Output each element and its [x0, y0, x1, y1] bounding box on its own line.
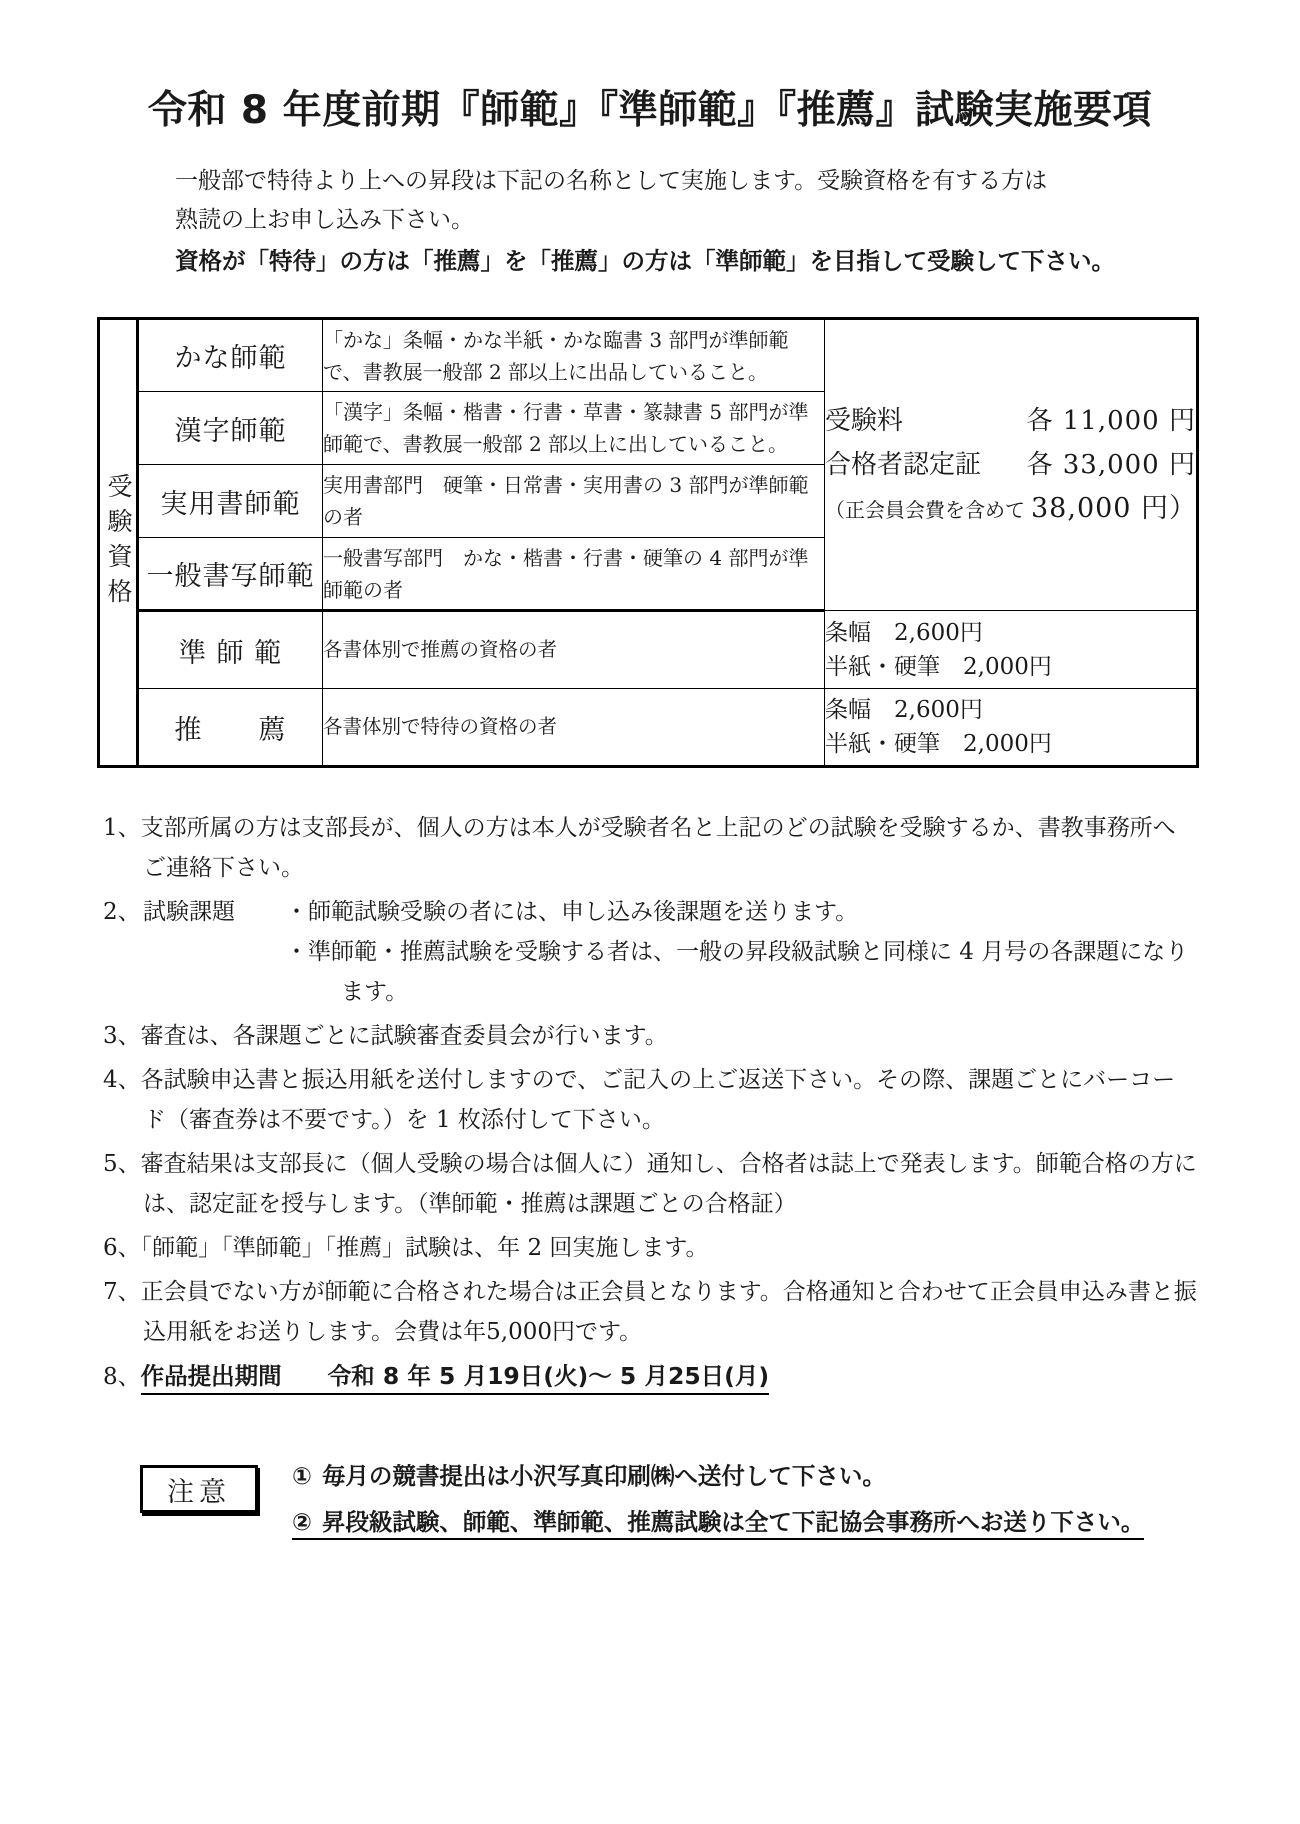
- exam-label: 準 師 範: [138, 611, 323, 689]
- note-item-3: [103, 1016, 1197, 1056]
- note-text: 「師範」「準師範」「推薦」試験は、年 2 回実施します。: [140, 1235, 709, 1261]
- note-text: 正会員でない方が師範に合格された場合は正会員となります。合格通知と合わせて正会員申込み書と振込用紙をお送りします。会費は年5,000円です。: [140, 1279, 1197, 1345]
- note-text: 審査は、各課題ごとに試験審査委員会が行います。: [140, 1023, 668, 1049]
- exam-description: 一般書写部門 かな・楷書・行書・硬筆の 4 部門が準師範の者: [323, 538, 825, 611]
- table-row: [99, 319, 1198, 392]
- intro-line-3-bold: 資格が「特待」の方は「推薦」を「推薦」の方は「準師範」を目指して受験して下さい。: [175, 247, 1115, 275]
- fee-line-3: [825, 487, 1196, 532]
- note-2-bullets: [285, 892, 1197, 1012]
- note-2-bullet-2: ・準師範・推薦試験を受験する者は、一般の昇段級試験と同様に 4 月号の各課題になります。: [285, 939, 1189, 1005]
- exam-description: 「漢字」条幅・楷書・行書・草書・篆隷書 5 部門が準師範で、書教展一般部 2 部以上に出していること。: [323, 392, 825, 465]
- intro-line-2: 熟読の上お申し込み下さい。: [175, 207, 474, 233]
- submission-period-date: 令和 8 年 5 月19日(火)～ 5 月25日(月): [327, 1362, 770, 1390]
- note-text: 支部所属の方は支部長が、個人の方は本人が受験者名と上記のどの試験を受験するか、書教事務所へご連絡下さい。: [140, 815, 1176, 881]
- circled-1-marker: ①: [292, 1462, 312, 1490]
- note-2-label: 試験課題: [143, 899, 235, 925]
- note-item-6: [103, 1228, 1197, 1268]
- note-item-5: [103, 1144, 1197, 1224]
- fee-line-1: [825, 399, 1196, 443]
- notice-box-label: 注意: [140, 1465, 258, 1513]
- submission-period-label: 作品提出期間: [140, 1362, 282, 1390]
- exam-label: 推 薦: [138, 689, 323, 767]
- note-number: 5、: [103, 1151, 141, 1177]
- note-number: 8、: [103, 1364, 141, 1390]
- note-item-7: [103, 1272, 1197, 1352]
- note-number: 1、: [103, 815, 141, 841]
- qualification-table: [97, 317, 1199, 768]
- circled-2-marker: ②: [292, 1508, 312, 1536]
- notice-items: [292, 1453, 1144, 1545]
- exam-label: かな師範: [138, 319, 323, 392]
- intro-paragraph: [175, 162, 1190, 281]
- fee-box: [825, 319, 1198, 611]
- fee-line-hanshi: 半紙・硬筆 2,000円: [825, 653, 1052, 680]
- page-title: 令和 8 年度前期『師範』『準師範』『推薦』試験実施要項: [147, 88, 1153, 133]
- fee-value: 各 11,000 円: [1026, 405, 1196, 436]
- note-item-1: [103, 808, 1197, 888]
- note-number: 3、: [103, 1023, 141, 1049]
- fee-note-value: 38,000 円）: [1031, 492, 1198, 524]
- fee-note-prefix: （正会員会費を含めて: [825, 497, 1025, 522]
- notice-item-2-text: 昇段級試験、師範、準師範、推薦試験は全て下記協会事務所へお送り下さい。: [321, 1508, 1145, 1536]
- exam-description: 「かな」条幅・かな半紙・かな臨書 3 部門が準師範で、書教展一般部 2 部以上に出品していること。: [323, 319, 825, 392]
- exam-label: 実用書師範: [138, 465, 323, 538]
- exam-label: 漢字師範: [138, 392, 323, 465]
- note-number: 4、: [103, 1067, 141, 1093]
- fee-line-hanshi: 半紙・硬筆 2,000円: [825, 731, 1052, 757]
- fee-label: 合格者認定証: [825, 449, 982, 480]
- fee-line-jofuku: 条幅 2,600円: [825, 619, 983, 646]
- notice-item-2-underline: [292, 1508, 1144, 1540]
- note-item-8: [103, 1356, 1197, 1397]
- fee-line-2: [825, 443, 1196, 487]
- submission-period: [141, 1362, 770, 1395]
- table-row: [99, 611, 1198, 689]
- note-number: 6、: [103, 1235, 141, 1261]
- fee-label: 受験料: [825, 405, 904, 436]
- note-text: 各試験申込書と振込用紙を送付しますので、ご記入の上ご返送下さい。その際、課題ごとにバーコード（審査券は不要です。）を 1 枚添付して下さい。: [140, 1067, 1176, 1133]
- note-number: 2、: [103, 899, 141, 925]
- notice-item-1-text: 毎月の競書提出は小沢写真印刷㈱へ送付して下さい。: [321, 1462, 886, 1490]
- notice-item-1: [292, 1453, 1144, 1499]
- exam-description: 実用書部門 硬筆・日常書・実用書の 3 部門が準師範の者: [323, 465, 825, 538]
- note-item-4: [103, 1060, 1197, 1140]
- exam-description: 各書体別で推薦の資格の者: [323, 611, 825, 689]
- row-group-header-vertical: 受験資格: [99, 319, 138, 767]
- notice-item-2: [292, 1499, 1144, 1545]
- table-row: [99, 689, 1198, 767]
- exam-label: 一般書写師範: [138, 538, 323, 611]
- note-2-bullet-1: ・師範試験受験の者には、申し込み後課題を送ります。: [285, 899, 859, 925]
- intro-line-1: 一般部で特待より上への昇段は下記の名称として実施します。受験資格を有する方は: [175, 168, 1048, 194]
- note-item-2: [103, 892, 1197, 1012]
- fee-value: 各 33,000 円: [1026, 449, 1196, 480]
- fee-line-jofuku: 条幅 2,600円: [825, 697, 983, 723]
- exam-description: 各書体別で特待の資格の者: [323, 689, 825, 767]
- notes-list: [103, 808, 1197, 1397]
- notice-section: [140, 1453, 1240, 1545]
- fee-cell: [825, 689, 1198, 767]
- note-number: 7、: [103, 1279, 141, 1305]
- fee-cell: [825, 611, 1198, 689]
- note-text: 審査結果は支部長に（個人受験の場合は個人に）通知し、合格者は誌上で発表します。師範合格の方には、認定証を授与します。（準師範・推薦は課題ごとの合格証）: [140, 1151, 1197, 1217]
